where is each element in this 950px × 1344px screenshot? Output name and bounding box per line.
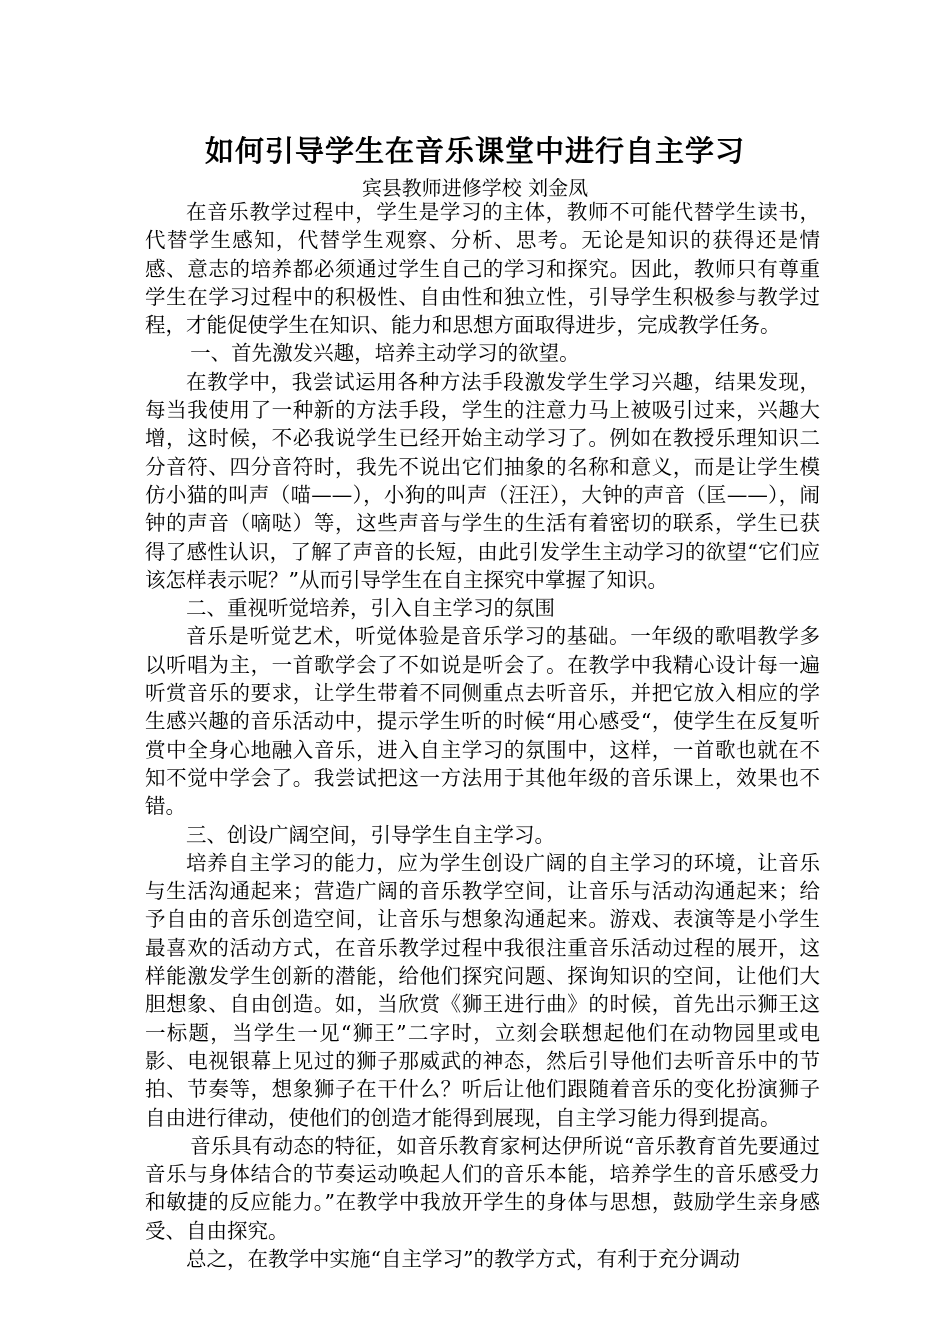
document-title: 如何引导学生在音乐课堂中进行自主学习 — [204, 134, 745, 168]
paragraph-section-3: 培养自主学习的能力，应为学生创设广阔的自主学习的环境，让音乐与生活沟通起来；营造广阔的音乐教学空间，让音乐与活动沟通起来；给予自由的音乐创造空间，让音乐与想象沟通起来。游戏、表演等是小学生最喜欢的活动方式，在音乐教学过程中我很注重音乐活动过程的展开，这样能激发学生创新的潜能，给他们探究问题、探询知识的空间，让他们大胆想象、自由创造。如，当欣赏《狮王进行曲》的时候，首先出示狮王这一标题，当学生一见“狮王”二字时，立刻会联想起他们在动物园里或电影、电视银幕上见过的狮子那威武的神态，然后引导他们去听音乐中的节拍、节奏等，想象狮子在干什么？听后让他们跟随着音乐的变化扮演狮子自由进行律动，使他们的创造才能得到展现，自主学习能力得到提高。 — [145, 850, 820, 1130]
section-heading-3: 三、创设广阔空间，引导学生自主学习。 — [186, 822, 555, 847]
paragraph-section-2: 音乐是听觉艺术，听觉体验是音乐学习的基础。一年级的歌唱教学多以听唱为主，一首歌学会了不如说是听会了。在教学中我精心设计每一遍听赏音乐的要求，让学生带着不同侧重点去听音乐，并把它放入相应的学生感兴趣的音乐活动中，提示学生听的时候“用心感受“，使学生在反复听赏中全身心地融入音乐，进入自主学习的氛围中，这样，一首歌也就在不知不觉中学会了。我尝试把这一方法用于其他年级的音乐课上，效果也不错。 — [145, 624, 820, 819]
author-line: 宾县教师进修学校 刘金凤 — [361, 176, 589, 200]
paragraph-conclusion: 总之，在教学中实施“自主学习”的教学方式，有利于充分调动 — [186, 1246, 740, 1271]
section-heading-2: 二、重视听觉培养，引入自主学习的氛围 — [186, 596, 555, 621]
paragraph-section-1: 在教学中，我尝试运用各种方法手段激发学生学习兴趣，结果发现，每当我使用了一种新的方法手段，学生的注意力马上被吸引过来，兴趣大增，这时候，不必我说学生已经开始主动学习了。例如在教授乐理知识二分音符、四分音符时，我先不说出它们抽象的名称和意义，而是让学生模仿小猫的叫声（喵——），小狗的叫声（汪汪），大钟的声音（匡——），闹钟的声音（嘀哒）等，这些声音与学生的生活有着密切的联系，学生已获得了感性认识，了解了声音的长短，由此引发学生主动学习的欲望“它们应该怎样表示呢？”从而引导学生在自主探究中掌握了知识。 — [145, 369, 820, 592]
paragraph-intro: 在音乐教学过程中，学生是学习的主体，教师不可能代替学生读书，代替学生感知，代替学生观察、分析、思考。无论是知识的获得还是情感、意志的培养都必须通过学生自己的学习和探究。因此，教师只有尊重学生在学习过程中的积极性、自由性和独立性，引导学生积极参与教学过程，才能促使学生在知识、能力和思想方面取得进步，完成教学任务。 — [145, 200, 820, 338]
paragraph-section-3b: 音乐具有动态的特征，如音乐教育家柯达伊所说“音乐教育首先要通过音乐与身体结合的节奏运动唤起人们的音乐本能，培养学生的音乐感受力和敏捷的反应能力。”在教学中我放开学生的身体与思想，鼓励学生亲身感受、自由探究。 — [145, 1133, 820, 1243]
document-body — [145, 198, 820, 1273]
section-heading-1: 一、首先激发兴趣，培养主动学习的欲望。 — [190, 341, 580, 366]
